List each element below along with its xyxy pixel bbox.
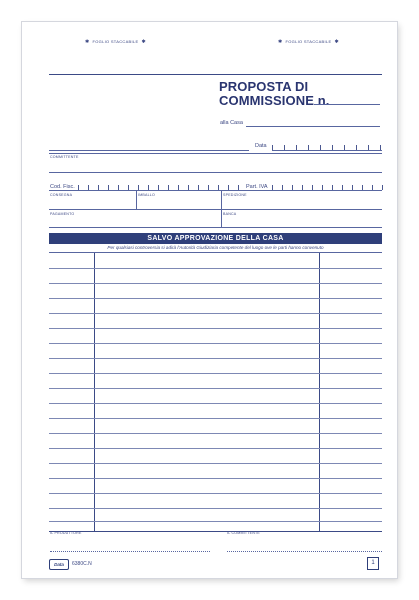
table-row[interactable] — [49, 463, 382, 464]
banca-label: BANCA — [223, 212, 237, 216]
items-column-divider-right — [319, 253, 320, 531]
top-rule — [49, 74, 382, 75]
brand-logo: Data — [49, 559, 69, 570]
tear-label-right: ✱ FOGLIO STACCABILE ✱ — [278, 39, 339, 45]
imballo-divider — [221, 191, 222, 209]
committente-top-line — [49, 153, 382, 154]
table-row[interactable] — [49, 358, 382, 359]
table-row[interactable] — [49, 448, 382, 449]
jurisdiction-disclaimer: Per qualsiasi controversia si adirà l'Autorità Giudiziaria competente del luogo ove le parti hanno convenuto — [107, 245, 324, 250]
number-field-line[interactable] — [314, 104, 380, 105]
alla-casa-label: alla Casa — [220, 120, 243, 126]
payment-row-line[interactable] — [49, 227, 382, 228]
table-row[interactable] — [49, 343, 382, 344]
part-iva-label: Part. IVA — [246, 184, 268, 190]
committente-signature-line[interactable] — [227, 551, 382, 552]
consegna-label: CONSEGNA — [50, 193, 73, 197]
table-row[interactable] — [49, 373, 382, 374]
items-table — [49, 252, 382, 532]
address-line-1[interactable] — [49, 150, 249, 151]
date-field-baseline — [272, 150, 382, 151]
spedizione-label: SPEDIZIONE — [223, 193, 247, 197]
items-column-divider-left — [94, 253, 95, 531]
table-row[interactable] — [49, 508, 382, 509]
tear-label-left: ✱ FOGLIO STACCABILE ✱ — [85, 39, 146, 45]
star-icon: ✱ — [278, 39, 283, 45]
approval-banner: SALVO APPROVAZIONE DELLA CASA — [49, 233, 382, 244]
table-row[interactable] — [49, 493, 382, 494]
form-code: 6380C.N — [72, 561, 92, 567]
table-row[interactable] — [49, 521, 382, 522]
pagamento-divider — [221, 210, 222, 227]
alla-casa-field[interactable] — [246, 126, 380, 127]
table-row[interactable] — [49, 313, 382, 314]
delivery-row-line[interactable] — [49, 209, 382, 210]
star-icon: ✱ — [141, 39, 146, 45]
table-row[interactable] — [49, 403, 382, 404]
tax-row-line — [49, 190, 382, 191]
table-row[interactable] — [49, 388, 382, 389]
imballo-label: IMBALLO — [138, 193, 155, 197]
data-label: Data — [255, 143, 267, 149]
produttore-signature-label: IL PRODUTTORE — [50, 531, 82, 535]
produttore-signature-line[interactable] — [50, 551, 210, 552]
cod-fisc-label: Cod. Fisc. — [50, 184, 75, 190]
table-row[interactable] — [49, 328, 382, 329]
table-row[interactable] — [49, 478, 382, 479]
form-sheet — [22, 22, 397, 578]
form-title: PROPOSTA DI COMMISSIONE n. — [219, 79, 330, 108]
table-row[interactable] — [49, 433, 382, 434]
table-row[interactable] — [49, 298, 382, 299]
star-icon: ✱ — [85, 39, 90, 45]
committente-label: COMMITTENTE — [50, 155, 79, 159]
committente-field[interactable] — [49, 172, 382, 173]
star-icon: ✱ — [334, 39, 339, 45]
table-row[interactable] — [49, 418, 382, 419]
page-badge: 1 — [367, 557, 379, 570]
committente-signature-label: IL COMMITTENTE — [227, 531, 261, 535]
table-row[interactable] — [49, 283, 382, 284]
pagamento-label: PAGAMENTO — [50, 212, 75, 216]
table-row[interactable] — [49, 268, 382, 269]
consegna-divider — [136, 191, 137, 209]
